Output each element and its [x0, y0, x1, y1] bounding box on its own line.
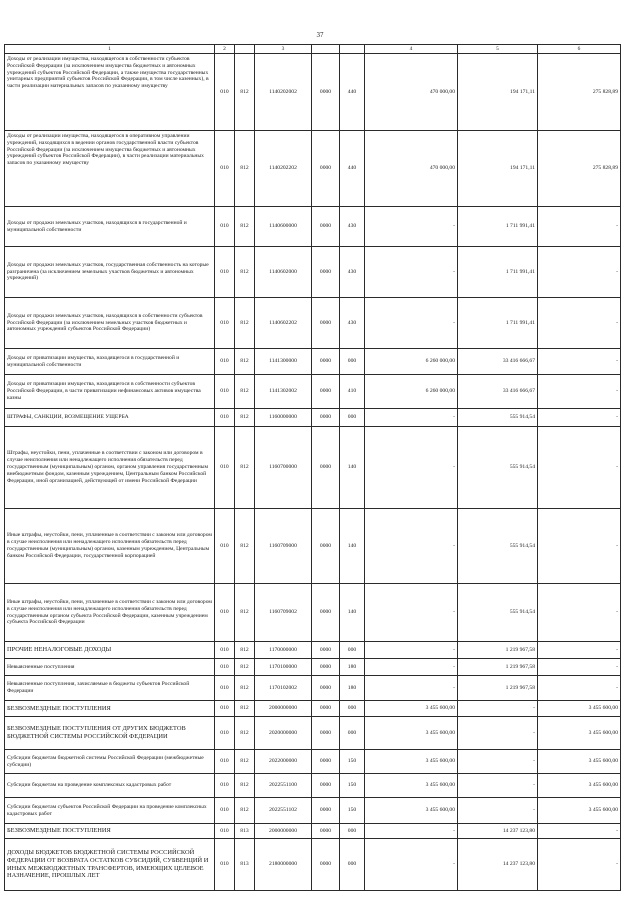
row-value-4: -: [365, 839, 458, 891]
row-code-admin: 812: [235, 750, 255, 774]
row-value-6: -: [538, 659, 621, 676]
row-value-5: 1 219 967,58: [458, 642, 538, 659]
row-code-sub: 0000: [312, 839, 340, 891]
row-code-admin: 813: [235, 824, 255, 839]
header-cell-3: 3: [255, 45, 312, 54]
row-code-2: 010: [215, 207, 235, 247]
row-description: Доходы от продажи земельных участков, государственная собственность на которые разграничена (за исключением земельных участков бюджетных и автономных учреждений): [5, 247, 215, 298]
row-code-2: 010: [215, 717, 235, 750]
row-value-5: -: [458, 774, 538, 798]
row-description: Доходы от продажи земельных участков, находящихся в государственной и муниципальной собственности: [5, 207, 215, 247]
row-description: Невыясненные поступления, зачисляемые в бюджеты субъектов Российской Федерации: [5, 676, 215, 701]
table-row: [5, 798, 621, 824]
table-row: [5, 642, 621, 659]
row-code-group: 150: [340, 798, 365, 824]
row-code-classification: 2000000000: [255, 824, 312, 839]
header-cell-blank-a: [235, 45, 255, 54]
table-row: [5, 247, 621, 298]
table-row: [5, 701, 621, 717]
row-code-admin: 812: [235, 584, 255, 642]
row-code-sub: 0000: [312, 427, 340, 509]
row-value-6: -: [538, 409, 621, 427]
page-number: 37: [316, 31, 324, 39]
row-value-5: 194 171,11: [458, 54, 538, 131]
row-code-2: 010: [215, 247, 235, 298]
table-row: [5, 750, 621, 774]
row-value-6: -: [538, 509, 621, 584]
row-code-sub: 0000: [312, 247, 340, 298]
row-code-2: 010: [215, 584, 235, 642]
row-value-4: -: [365, 207, 458, 247]
row-code-classification: 1140600000: [255, 207, 312, 247]
row-code-classification: 2020000000: [255, 717, 312, 750]
row-code-sub: 0000: [312, 131, 340, 207]
row-value-6: -: [538, 247, 621, 298]
row-description: БЕЗВОЗМЕЗДНЫЕ ПОСТУПЛЕНИЯ: [5, 824, 215, 839]
row-value-6: -: [538, 824, 621, 839]
row-description: БЕЗВОЗМЕЗДНЫЕ ПОСТУПЛЕНИЯ: [5, 701, 215, 717]
row-code-group: 430: [340, 207, 365, 247]
row-code-group: 000: [340, 717, 365, 750]
row-code-group: 410: [340, 375, 365, 409]
row-code-group: 140: [340, 509, 365, 584]
row-code-group: 000: [340, 349, 365, 375]
table-row: [5, 409, 621, 427]
row-code-classification: 2000000000: [255, 701, 312, 717]
row-description: ПРОЧИЕ НЕНАЛОГОВЫЕ ДОХОДЫ: [5, 642, 215, 659]
row-value-5: 14 237 123,80: [458, 824, 538, 839]
row-code-group: 440: [340, 54, 365, 131]
table-row: [5, 774, 621, 798]
header-cell-5: 5: [458, 45, 538, 54]
row-value-5: -: [458, 717, 538, 750]
row-value-4: 6 260 000,00: [365, 375, 458, 409]
row-code-sub: 0000: [312, 584, 340, 642]
row-value-4: -: [365, 676, 458, 701]
row-code-2: 010: [215, 659, 235, 676]
row-code-2: 010: [215, 375, 235, 409]
row-code-classification: 1160000000: [255, 409, 312, 427]
row-description: Доходы от реализации имущества, находящегося в собственности субъектов Российской Федерации (за исключением имущества бюджетных и автономных учреждений субъектов Российской Федерации, а также имущества государственных унитарных предприятий субъектов Российской Федерации, в том числе казенных), в части реализации материальных запасов по указанному имуществу: [5, 54, 215, 131]
row-value-5: 1 711 991,41: [458, 247, 538, 298]
revenue-table: [4, 44, 621, 891]
row-code-classification: 1140202202: [255, 131, 312, 207]
row-description: ДОХОДЫ БЮДЖЕТОВ БЮДЖЕТНОЙ СИСТЕМЫ РОССИЙСКОЙ ФЕДЕРАЦИИ ОТ ВОЗВРАТА ОСТАТКОВ СУБСИДИЙ, СУБВЕНЦИЙ И ИНЫХ МЕЖБЮДЖЕТНЫХ ТРАНСФЕРТОВ, ИМЕЮЩИХ ЦЕЛЕВОЕ НАЗНАЧЕНИЕ, ПРОШЛЫХ ЛЕТ: [5, 839, 215, 891]
row-code-sub: 0000: [312, 349, 340, 375]
row-value-5: -: [458, 798, 538, 824]
row-code-sub: 0000: [312, 824, 340, 839]
row-value-6: 3 455 600,00: [538, 717, 621, 750]
row-value-5: 33 416 666,67: [458, 375, 538, 409]
row-value-6: -: [538, 375, 621, 409]
row-value-4: 470 000,00: [365, 131, 458, 207]
row-value-4: -: [365, 509, 458, 584]
row-code-admin: 812: [235, 409, 255, 427]
row-code-group: 430: [340, 247, 365, 298]
row-code-admin: 812: [235, 659, 255, 676]
row-code-admin: 812: [235, 375, 255, 409]
row-description: Доходы от приватизации имущества, находящегося в государственной и муниципальной собственности: [5, 349, 215, 375]
row-code-2: 010: [215, 701, 235, 717]
row-code-admin: 812: [235, 774, 255, 798]
row-code-classification: 1160709002: [255, 584, 312, 642]
row-value-5: 33 416 666,67: [458, 349, 538, 375]
row-code-admin: 812: [235, 701, 255, 717]
row-code-2: 010: [215, 131, 235, 207]
row-code-classification: 1170000000: [255, 642, 312, 659]
row-value-6: -: [538, 427, 621, 509]
table-row: [5, 375, 621, 409]
row-code-2: 010: [215, 774, 235, 798]
row-code-group: 150: [340, 750, 365, 774]
row-code-admin: 812: [235, 798, 255, 824]
row-value-4: 470 000,00: [365, 54, 458, 131]
row-value-6: -: [538, 839, 621, 891]
row-code-group: 140: [340, 584, 365, 642]
row-value-4: -: [365, 642, 458, 659]
table-row: [5, 659, 621, 676]
row-value-6: 3 455 600,00: [538, 750, 621, 774]
table-row: [5, 207, 621, 247]
row-value-5: 555 914,54: [458, 409, 538, 427]
row-code-classification: 1141300000: [255, 349, 312, 375]
table-row: [5, 54, 621, 131]
row-code-2: 010: [215, 349, 235, 375]
table-body: [5, 54, 621, 891]
row-code-sub: 0000: [312, 717, 340, 750]
row-code-sub: 0000: [312, 54, 340, 131]
header-cell-1: 1: [5, 45, 215, 54]
row-code-classification: 1141302002: [255, 375, 312, 409]
header-cell-6: 6: [538, 45, 621, 54]
table-row: [5, 509, 621, 584]
row-code-classification: 2022551102: [255, 798, 312, 824]
row-code-sub: 0000: [312, 676, 340, 701]
header-cell-2: 2: [215, 45, 235, 54]
row-description: Невыясненные поступления: [5, 659, 215, 676]
row-value-6: -: [538, 298, 621, 349]
row-code-sub: 0000: [312, 375, 340, 409]
row-code-classification: 1170100000: [255, 659, 312, 676]
row-value-5: 1 711 991,41: [458, 207, 538, 247]
row-value-6: 3 455 600,00: [538, 701, 621, 717]
row-code-classification: 1140202002: [255, 54, 312, 131]
header-cell-4: 4: [365, 45, 458, 54]
row-value-5: 14 237 123,80: [458, 839, 538, 891]
row-code-group: 430: [340, 298, 365, 349]
row-value-5: 555 914,54: [458, 584, 538, 642]
row-code-classification: 1170102002: [255, 676, 312, 701]
row-code-2: 010: [215, 839, 235, 891]
row-description: Иные штрафы, неустойки, пени, уплаченные в соответствии с законом или договором в случае неисполнения или ненадлежащего исполнения обязательств перед государственным органом субъекта Российской Федерации, казенным учреждением субъекта Российской Федерации: [5, 584, 215, 642]
row-value-5: 555 914,54: [458, 509, 538, 584]
table-row: [5, 717, 621, 750]
row-description: Субсидии бюджетам бюджетной системы Российской Федерации (межбюджетные субсидии): [5, 750, 215, 774]
row-code-group: 150: [340, 774, 365, 798]
row-code-sub: 0000: [312, 207, 340, 247]
table-row: [5, 839, 621, 891]
table-row: [5, 824, 621, 839]
row-code-sub: 0000: [312, 509, 340, 584]
row-code-classification: 1160700000: [255, 427, 312, 509]
row-code-admin: 812: [235, 247, 255, 298]
row-code-classification: 1160709000: [255, 509, 312, 584]
row-code-2: 010: [215, 824, 235, 839]
row-code-classification: 2022551100: [255, 774, 312, 798]
row-value-4: -: [365, 659, 458, 676]
row-description: Субсидии бюджетам субъектов Российской Федерации на проведение комплексных кадастровых работ: [5, 798, 215, 824]
row-value-5: 1 711 991,41: [458, 298, 538, 349]
row-code-admin: 812: [235, 676, 255, 701]
row-code-group: 000: [340, 642, 365, 659]
row-description: Доходы от приватизации имущества, находящегося в собственности субъектов Российской Федерации, в части приватизации нефинансовых активов имущества казны: [5, 375, 215, 409]
row-value-6: -: [538, 676, 621, 701]
row-value-5: 555 914,54: [458, 427, 538, 509]
row-value-5: 1 219 967,58: [458, 676, 538, 701]
row-code-group: 000: [340, 824, 365, 839]
row-code-admin: 812: [235, 207, 255, 247]
row-code-2: 010: [215, 642, 235, 659]
row-description: Доходы от продажи земельных участков, находящихся в собственности субъектов Российской Федерации (за исключением земельных участков бюджетных и автономных учреждений субъектов Российской Федерации): [5, 298, 215, 349]
table-row: [5, 349, 621, 375]
row-value-5: 1 219 967,58: [458, 659, 538, 676]
table-row: [5, 298, 621, 349]
row-code-admin: 812: [235, 509, 255, 584]
row-code-group: 000: [340, 839, 365, 891]
header-cell-blank-c: [340, 45, 365, 54]
row-code-sub: 0000: [312, 750, 340, 774]
row-code-classification: 2022000000: [255, 750, 312, 774]
row-value-4: 3 455 600,00: [365, 798, 458, 824]
row-value-6: -: [538, 207, 621, 247]
row-value-4: 3 455 600,00: [365, 750, 458, 774]
row-code-admin: 812: [235, 427, 255, 509]
table-row: [5, 584, 621, 642]
row-description: БЕЗВОЗМЕЗДНЫЕ ПОСТУПЛЕНИЯ ОТ ДРУГИХ БЮДЖЕТОВ БЮДЖЕТНОЙ СИСТЕМЫ РОССИЙСКОЙ ФЕДЕРАЦИИ: [5, 717, 215, 750]
row-description: Субсидии бюджетам на проведение комплексных кадастровых работ: [5, 774, 215, 798]
row-code-sub: 0000: [312, 298, 340, 349]
row-code-classification: 1140602000: [255, 247, 312, 298]
row-code-classification: 1140602202: [255, 298, 312, 349]
row-code-admin: 812: [235, 717, 255, 750]
row-code-group: 440: [340, 131, 365, 207]
row-code-2: 010: [215, 798, 235, 824]
row-value-4: -: [365, 298, 458, 349]
row-value-6: 275 828,89: [538, 54, 621, 131]
row-code-sub: 0000: [312, 701, 340, 717]
row-code-2: 010: [215, 298, 235, 349]
row-code-admin: 812: [235, 54, 255, 131]
row-value-6: -: [538, 584, 621, 642]
row-code-sub: 0000: [312, 409, 340, 427]
row-code-2: 010: [215, 750, 235, 774]
row-value-5: -: [458, 701, 538, 717]
header-cell-blank-b: [312, 45, 340, 54]
row-code-sub: 0000: [312, 774, 340, 798]
table-header-row: [5, 45, 621, 54]
row-code-sub: 0000: [312, 798, 340, 824]
table-row: [5, 676, 621, 701]
row-value-4: 6 260 000,00: [365, 349, 458, 375]
row-code-sub: 0000: [312, 642, 340, 659]
row-value-4: -: [365, 247, 458, 298]
row-code-classification: 2180000000: [255, 839, 312, 891]
row-code-2: 010: [215, 409, 235, 427]
row-code-2: 010: [215, 676, 235, 701]
row-code-group: 180: [340, 676, 365, 701]
table-row: [5, 427, 621, 509]
row-code-admin: 812: [235, 349, 255, 375]
row-value-4: -: [365, 409, 458, 427]
row-value-6: 3 455 600,00: [538, 774, 621, 798]
row-value-6: -: [538, 642, 621, 659]
row-value-4: 3 455 600,00: [365, 717, 458, 750]
row-code-2: 010: [215, 509, 235, 584]
row-code-admin: 813: [235, 839, 255, 891]
row-code-group: 140: [340, 427, 365, 509]
row-value-4: -: [365, 584, 458, 642]
row-value-5: 194 171,11: [458, 131, 538, 207]
row-code-admin: 812: [235, 131, 255, 207]
row-value-4: -: [365, 824, 458, 839]
row-value-4: 3 455 600,00: [365, 701, 458, 717]
row-code-group: 000: [340, 409, 365, 427]
row-code-group: 000: [340, 701, 365, 717]
row-value-4: 3 455 600,00: [365, 774, 458, 798]
table-row: [5, 131, 621, 207]
row-value-5: -: [458, 750, 538, 774]
row-value-6: -: [538, 349, 621, 375]
row-code-admin: 812: [235, 298, 255, 349]
row-description: Штрафы, неустойки, пени, уплаченные в соответствии с законом или договором в случае неисполнения или ненадлежащего исполнения обязательств перед государственным (муниципальным) органом, органом управления государственным внебюджетным фондом, казенным учреждением, Центральным банком Российской Федерации, иной организацией, действующей от имени Российской Федерации: [5, 427, 215, 509]
row-value-6: 275 828,89: [538, 131, 621, 207]
row-code-2: 010: [215, 54, 235, 131]
row-code-sub: 0000: [312, 659, 340, 676]
row-code-group: 180: [340, 659, 365, 676]
row-code-admin: 812: [235, 642, 255, 659]
row-value-4: -: [365, 427, 458, 509]
row-code-2: 010: [215, 427, 235, 509]
row-description: Иные штрафы, неустойки, пени, уплаченные в соответствии с законом или договором в случае неисполнения или ненадлежащего исполнения обязательств перед государственным (муниципальным) органом, казенным учреждением, Центральным банком Российской Федерации, государственной корпорацией: [5, 509, 215, 584]
row-description: Доходы от реализации имущества, находящегося в оперативном управлении учреждений, находящихся в ведении органов государственной власти субъектов Российской Федерации (за исключением имущества бюджетных и автономных учреждений субъектов Российской Федерации), в части реализации материальных запасов по указанному имуществу: [5, 131, 215, 207]
row-value-6: 3 455 600,00: [538, 798, 621, 824]
row-description: ШТРАФЫ, САНКЦИИ, ВОЗМЕЩЕНИЕ УЩЕРБА: [5, 409, 215, 427]
